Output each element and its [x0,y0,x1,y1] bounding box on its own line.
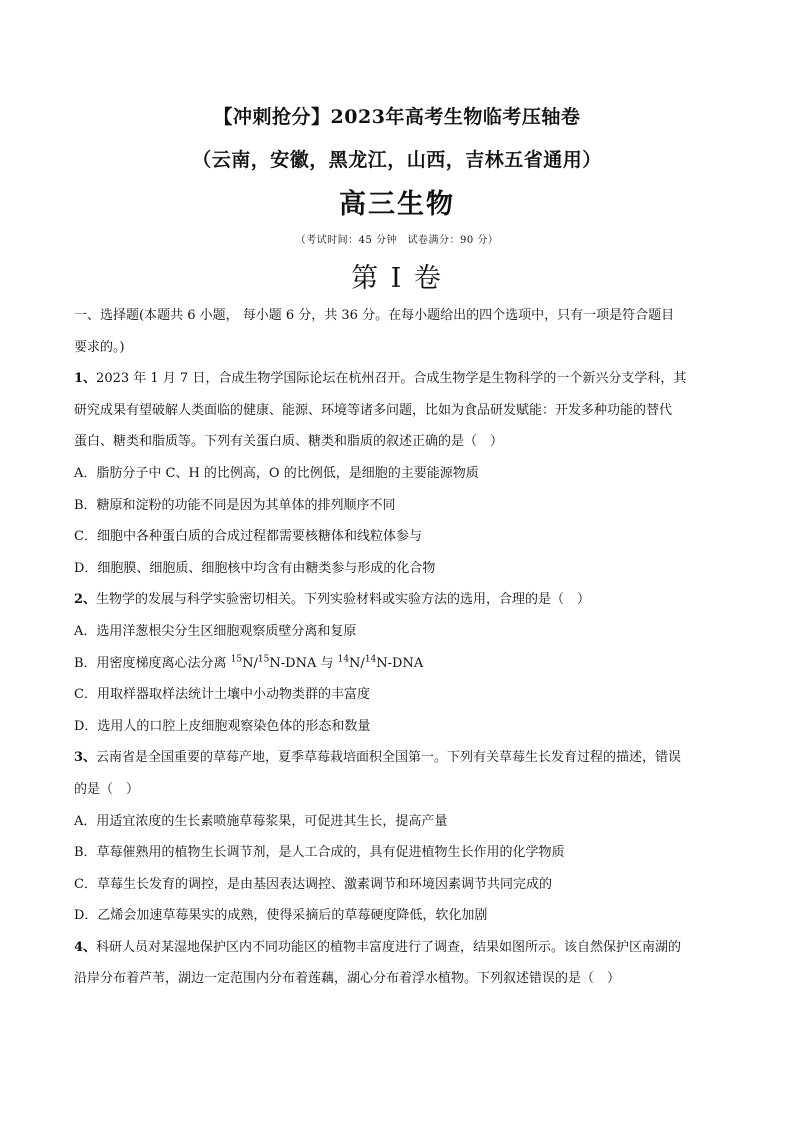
question-text: 2023 年 1 月 7 日，合成生物学国际论坛在杭州召开。合成生物学是生物科学的一个新兴分支学科，其 [96,371,687,387]
question-4-stem [74,932,724,964]
subject-title: 高三生物 [339,189,455,220]
section-instructions-cont: 要求的。) [74,339,125,355]
question-2-stem [74,584,724,616]
question-1-stem-line: 研究成果有望破解人类面临的健康、能源、环境等诸多问题，比如为食品研发赋能：开发多种功能的替代 [74,402,673,418]
question-number: 3、 [74,750,97,766]
isotope-mass-number: 14 [364,654,377,665]
section-instructions: 一、选择题(本题共 6 小题， 每小题 6 分，共 36 分。在每小题给出的四个选项中，只有一项是符合题目 [74,308,675,323]
question-text: 生物学的发展与科学实验密切相关。下列实验材料或实验方法的选用，合理的是（ ） [96,592,591,608]
question-text: 科研人员对某湿地保护区内不同功能区的植物丰富度进行了调查，结果如图所示。该自然保护区南湖的 [96,939,682,955]
question-1-option-a: A．脂肪分子中 C、H 的比例高，O 的比例低，是细胞的主要能源物质 [74,465,479,481]
option-text: N-DNA 与 [269,655,338,671]
option-text: N/ [349,655,365,671]
exam-subtitle-provinces: （云南，安徽，黑龙江，山西，吉林五省通用） [192,149,602,171]
question-1-option-c: C．细胞中各种蛋白质的合成过程都需要核糖体和线粒体参与 [74,529,422,545]
question-4-stem-line: 沿岸分布着芦苇，湖边一定范围内分布着莲藕，湖心分布着浮水植物。下列叙述错误的是（ ） [74,971,621,987]
question-3-stem [74,742,724,774]
question-3-option-b: B．草莓催熟用的植物生长调节剂，是人工合成的，具有促进植物生长作用的化学物质 [74,845,565,861]
exam-title: 【冲刺抢分】2023年高考生物临考压轴卷 [213,106,581,128]
question-1-stem [74,363,724,395]
option-text: N-DNA [376,655,424,671]
question-1-stem-line: 蛋白、糖类和脂质等。下列有关蛋白质、糖类和脂质的叙述正确的是（ ） [74,434,504,450]
question-1-option-d: D．细胞膜、细胞质、细胞核中均含有由糖类参与形成的化合物 [74,560,436,576]
isotope-mass-number: 14 [337,654,350,665]
option-text: N/ [242,655,258,671]
question-number: 2、 [74,592,97,608]
question-number: 1、 [74,371,97,387]
volume-heading: 第 I 卷 [351,263,443,294]
option-text: B．用密度梯度离心法分离 [74,655,227,671]
question-text: 云南省是全国重要的草莓产地，夏季草莓栽培面积全国第一。下列有关草莓生长发育过程的描述，错误 [96,750,682,766]
question-2-option-c: C．用取样器取样法统计土壤中小动物类群的丰富度 [74,687,370,703]
question-3-option-c: C．草莓生长发育的调控，是由基因表达调控、激素调节和环境因素调节共同完成的 [74,876,552,892]
question-3-option-a: A．用适宜浓度的生长素喷施草莓浆果，可促进其生长，提高产量 [74,813,448,829]
question-3-option-d: D．乙烯会加速草莓果实的成熟，使得采摘后的草莓硬度降低，软化加剧 [74,908,488,924]
question-3-stem-line: 的是（ ） [74,781,140,797]
question-2-option-a: A．选用洋葱根尖分生区细胞观察质壁分离和复原 [74,623,357,639]
question-2-option-d: D．选用人的口腔上皮细胞观察染色体的形态和数量 [74,718,371,734]
exam-body [74,300,724,995]
isotope-mass-number: 15 [257,654,270,665]
exam-time-score-info: （考试时间：45 分钟 试卷满分：90 分） [295,235,499,246]
question-number: 4、 [74,939,97,955]
question-1-option-b: B．糖原和淀粉的功能不同是因为其单体的排列顺序不同 [74,497,396,513]
isotope-mass-number: 15 [230,654,243,665]
question-2-option-b [74,648,724,680]
